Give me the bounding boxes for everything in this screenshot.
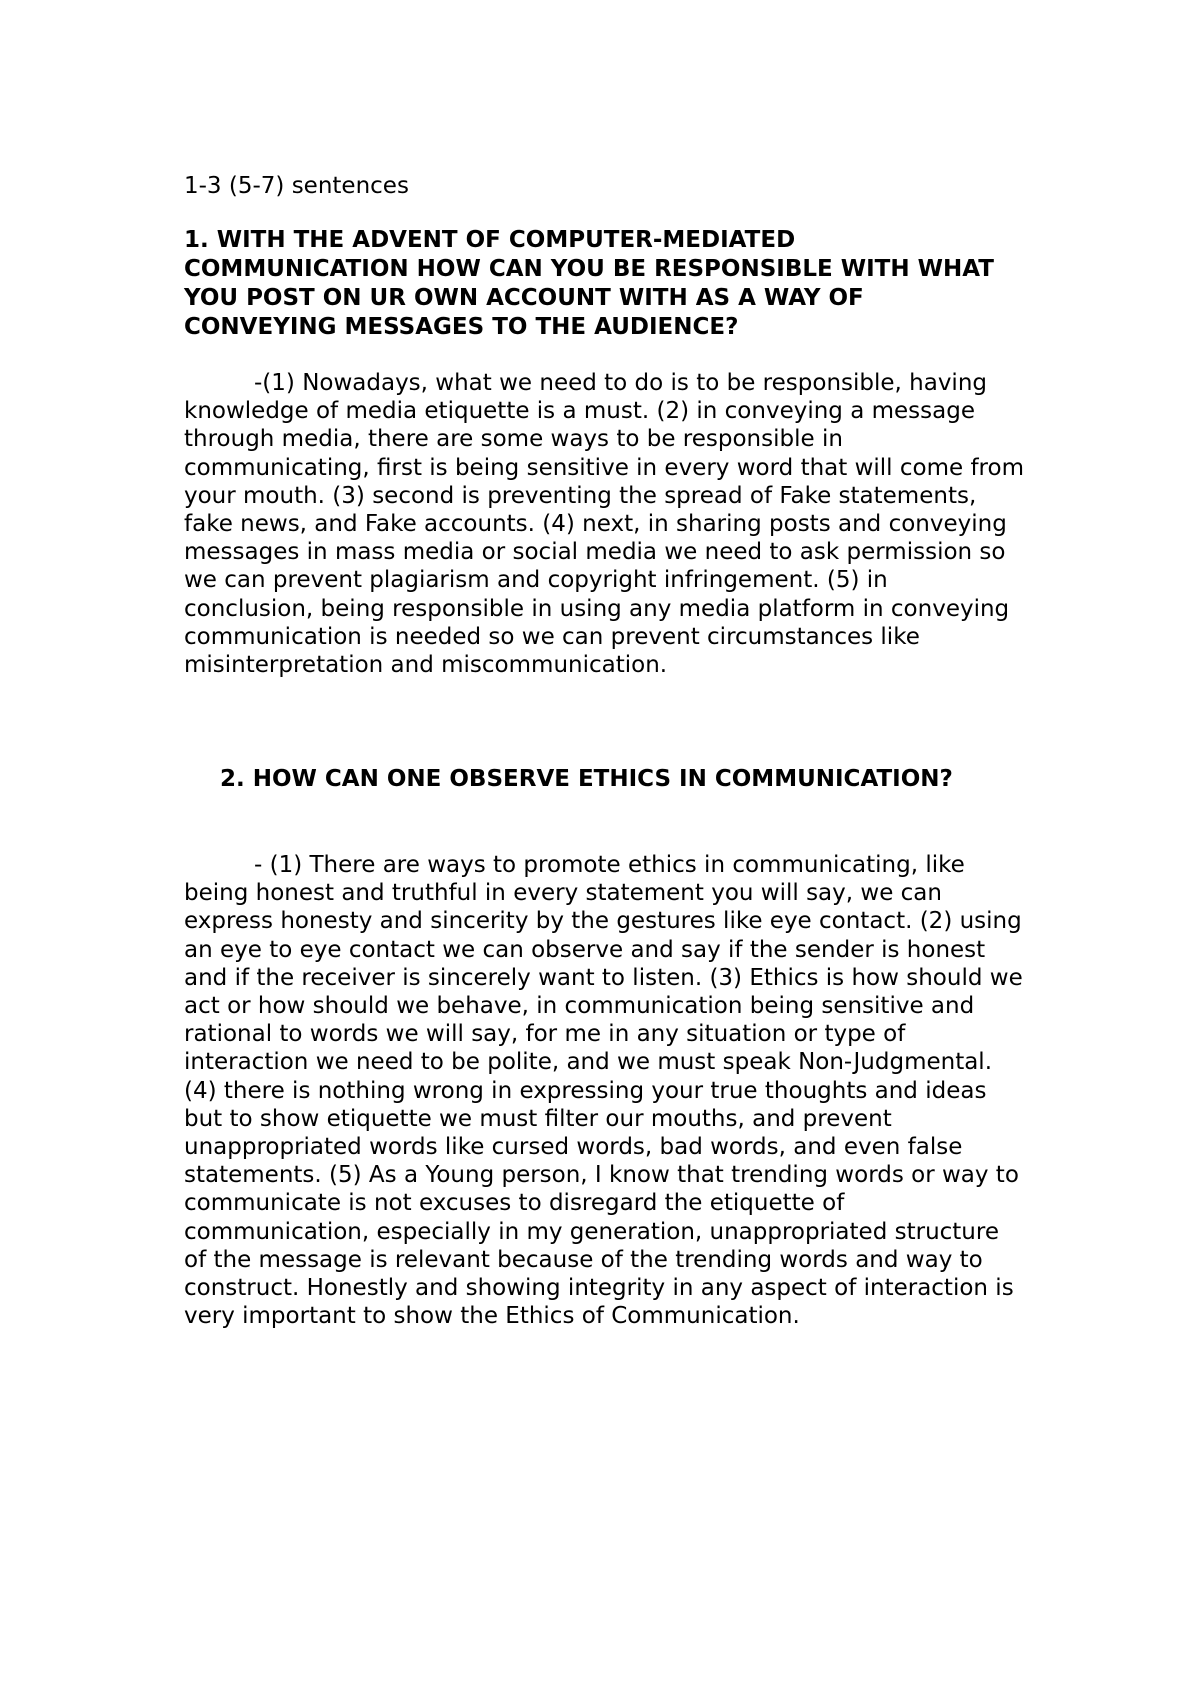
- intro-line: 1-3 (5-7) sentences: [184, 173, 409, 199]
- answer-1-paragraph: [184, 369, 1024, 679]
- question-2-heading: 2. HOW CAN ONE OBSERVE ETHICS IN COMMUNICATION?: [220, 766, 953, 792]
- answer-2-paragraph: [184, 851, 1024, 1330]
- answer-1-text: -(1) Nowadays, what we need to do is to be responsible, having knowledge of media etiquette is a must. (2) in conveying a message through media, there are some ways to be responsible in communicating, first is being sensitive in every word that will come from your mouth. (3) second is preventing the spread of Fake statements, fake news, and Fake accounts. (4) next, in sharing posts and conveying messages in mass media or social media we need to ask permission so we can prevent plagiarism and copyright infringement. (5) in conclusion, being responsible in using any media platform in conveying communication is needed so we can prevent circumstances like misinterpretation and miscommunication.: [184, 370, 1024, 679]
- question-1-heading: 1. WITH THE ADVENT OF COMPUTER-MEDIATED COMMUNICATION HOW CAN YOU BE RESPONSIBLE WITH WHAT YOU POST ON UR OWN ACCOUNT WITH AS A WAY OF CONVEYING MESSAGES TO THE AUDIENCE?: [184, 227, 994, 340]
- answer-2-text: - (1) There are ways to promote ethics in communicating, like being honest and truthful in every statement you will say, we can express honesty and sincerity by the gestures like eye contact. (2) using an eye to eye contact we can observe and say if the sender is honest and if the receiver is sincerely want to listen. (3) Ethics is how should we act or how should we behave, in communication being sensitive and rational to words we will say, for me in any situation or type of interaction we need to be polite, and we must speak Non-Judgmental. (4) there is nothing wrong in expressing your true thoughts and ideas but to show etiquette we must filter our mouths, and prevent unappropriated words like cursed words, bad words, and even false statements. (5) As a Young person, I know that trending words or way to communicate is not excuses to disregard the etiquette of communication, especially in my generation, unappropriated structure of the message is relevant because of the trending words and way to construct. Honestly and showing integrity in any aspect of interaction is very important to show the Ethics of Communication.: [184, 852, 1023, 1330]
